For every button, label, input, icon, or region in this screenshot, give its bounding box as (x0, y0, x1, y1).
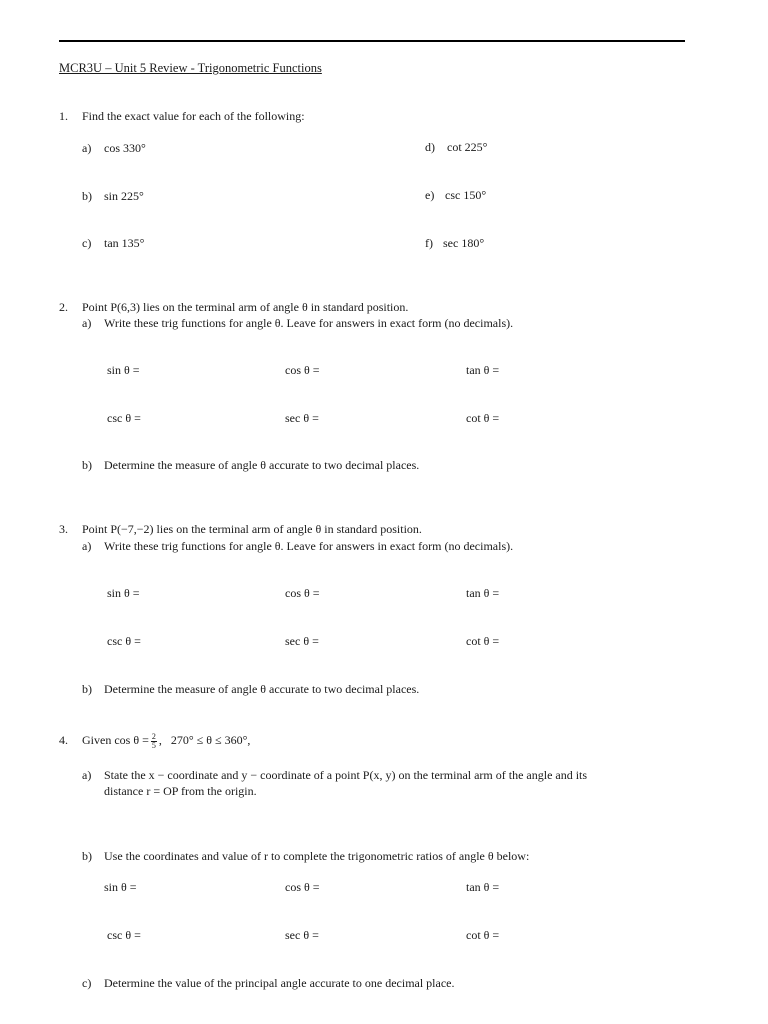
question-2-text: Point P(6,3) lies on the terminal arm of angle θ in standard position. (82, 300, 409, 314)
q4-part-b-text: Use the coordinates and value of r to complete the trigonometric ratios of angle θ below: (104, 849, 530, 863)
q1-part-expr: csc 150° (445, 188, 487, 202)
q1-part-label: b) (82, 189, 92, 203)
q4-part-a-line1: State the x − coordinate and y − coordinate of a point P(x, y) on the terminal arm of the angle and its (104, 768, 588, 782)
q4-fraction (151, 733, 157, 750)
q3-part-b-text: Determine the measure of angle θ accurate to two decimal places. (104, 682, 420, 696)
q2-sec-label: sec θ = (285, 411, 319, 425)
q3-sec-label: sec θ = (285, 634, 319, 648)
q1-part-expr: sin 225° (104, 189, 144, 203)
q3-sin-label: sin θ = (107, 586, 140, 600)
q4-part-b-label: b) (82, 849, 92, 863)
q4-tan-label: tan θ = (466, 880, 500, 894)
q4-sec-label: sec θ = (285, 928, 319, 942)
question-3-text: Point P(−7,−2) lies on the terminal arm of angle θ in standard position. (82, 522, 422, 536)
q1-part-label: d) (425, 140, 435, 154)
q4-given-suffix: , 270° ≤ θ ≤ 360°, (158, 733, 251, 747)
question-1-number: 1. (59, 109, 68, 123)
q1-part-label: c) (82, 236, 92, 250)
q4-part-c-text: Determine the value of the principal angle accurate to one decimal place. (104, 976, 455, 990)
q1-part-label: e) (425, 188, 435, 202)
q4-fraction-denominator: 5 (151, 740, 156, 750)
q2-part-b-text: Determine the measure of angle θ accurate to two decimal places. (104, 458, 420, 472)
q4-cos-label: cos θ = (285, 880, 320, 894)
q1-part-expr: cos 330° (104, 141, 146, 155)
q1-part-expr: tan 135° (104, 236, 145, 250)
q3-csc-label: csc θ = (107, 634, 141, 648)
q2-tan-label: tan θ = (466, 363, 500, 377)
q4-part-c-label: c) (82, 976, 92, 990)
q2-part-b-label: b) (82, 458, 92, 472)
q4-cot-label: cot θ = (466, 928, 500, 942)
top-rule (59, 40, 685, 42)
q2-csc-label: csc θ = (107, 411, 141, 425)
page-title: MCR3U – Unit 5 Review - Trigonometric Functions (59, 61, 322, 75)
q2-part-a-text: Write these trig functions for angle θ. Leave for answers in exact form (no decimals). (104, 316, 514, 330)
q2-cot-label: cot θ = (466, 411, 500, 425)
q4-given-prefix: Given cos θ = (82, 733, 149, 747)
question-2-number: 2. (59, 300, 68, 314)
q3-tan-label: tan θ = (466, 586, 500, 600)
q4-part-a-line2: distance r = OP from the origin. (104, 784, 257, 798)
question-4-given (82, 728, 250, 752)
q3-part-b-label: b) (82, 682, 92, 696)
q3-cos-label: cos θ = (285, 586, 320, 600)
q1-part-label: a) (82, 141, 92, 155)
q4-csc-label: csc θ = (107, 928, 141, 942)
q4-part-a-label: a) (82, 768, 92, 782)
q4-sin-label: sin θ = (104, 880, 137, 894)
question-4-number: 4. (59, 733, 68, 747)
question-3-number: 3. (59, 522, 68, 536)
q3-part-a-label: a) (82, 539, 92, 553)
q2-part-a-label: a) (82, 316, 92, 330)
question-1-text: Find the exact value for each of the following: (82, 109, 305, 123)
q3-part-a-text: Write these trig functions for angle θ. Leave for answers in exact form (no decimals). (104, 539, 514, 553)
q1-part-expr: cot 225° (447, 140, 488, 154)
q2-sin-label: sin θ = (107, 363, 140, 377)
q1-part-label: f) (425, 236, 433, 250)
q2-cos-label: cos θ = (285, 363, 320, 377)
q4-fraction-numerator: 2 (151, 731, 156, 741)
q3-cot-label: cot θ = (466, 634, 500, 648)
q1-part-expr: sec 180° (443, 236, 485, 250)
